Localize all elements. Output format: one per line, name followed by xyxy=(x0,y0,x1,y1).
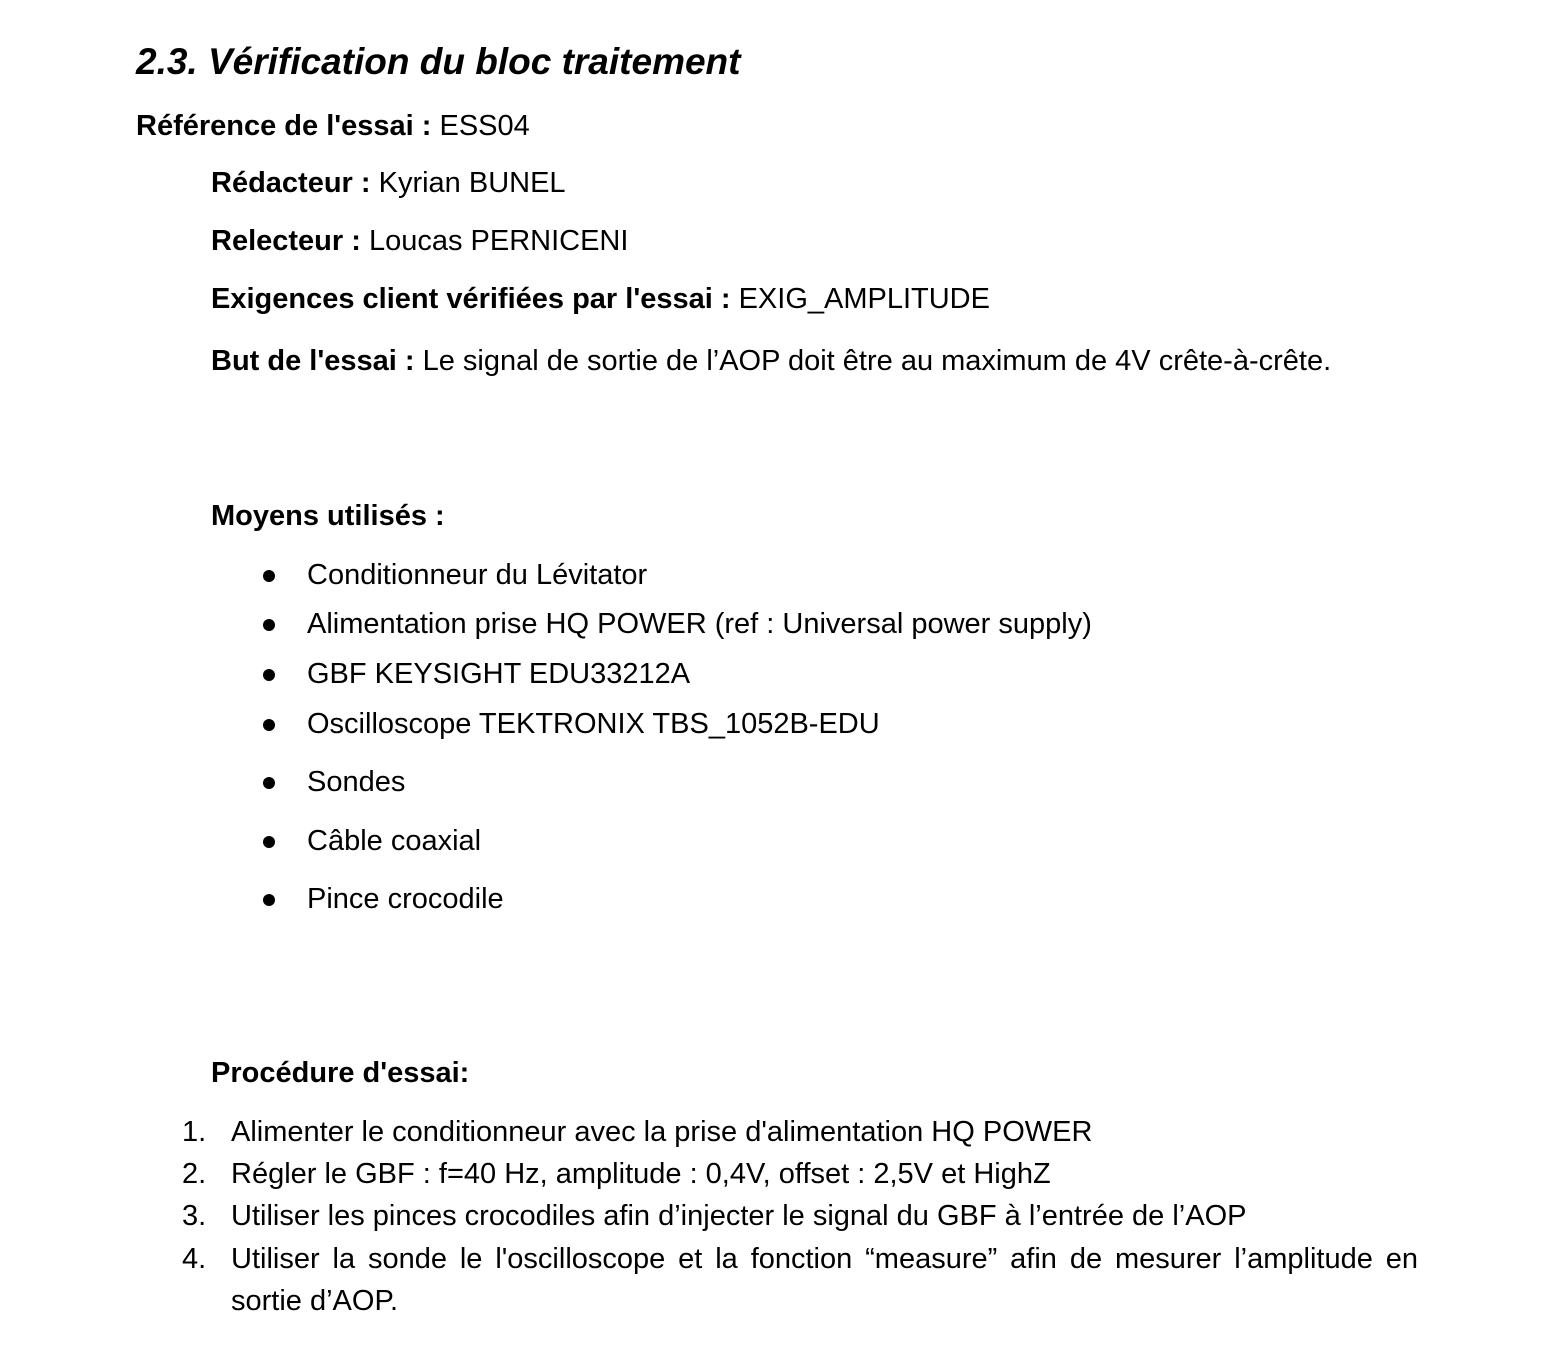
list-item-text: Sondes xyxy=(307,766,406,798)
reference-field xyxy=(136,108,530,144)
list-item-text: Conditionneur du Lévitator xyxy=(307,559,648,591)
list-item-text: Alimentation prise HQ POWER (ref : Universal power supply) xyxy=(307,608,1092,640)
step-number: 3. xyxy=(182,1200,207,1232)
step-text: Régler le GBF : f=40 Hz, amplitude : 0,4V, offset : 2,5V et HighZ xyxy=(231,1158,1051,1190)
redacteur-value: Kyrian BUNEL xyxy=(370,167,566,199)
bullet-icon xyxy=(263,669,275,681)
redacteur-field xyxy=(211,165,566,201)
step-number: 1. xyxy=(182,1116,207,1148)
step-text: Utiliser la sonde le l'oscilloscope et la fonction “measure” afin de mesurer l’amplitude en sortie d’AOP. xyxy=(231,1243,1418,1317)
step-text: Utiliser les pinces crocodiles afin d’injecter le signal du GBF à l’entrée de l’AOP xyxy=(231,1200,1247,1232)
bullet-icon xyxy=(263,719,275,731)
bullet-icon xyxy=(263,619,275,631)
but-value: Le signal de sortie de l’AOP doit être au maximum de 4V crête-à-crête. xyxy=(414,345,1332,377)
reference-label: Référence de l'essai : xyxy=(136,110,432,142)
relecteur-label: Relecteur : xyxy=(211,225,361,257)
but-field xyxy=(211,340,1418,382)
bullet-icon xyxy=(263,836,275,848)
relecteur-field xyxy=(211,223,628,259)
relecteur-value: Loucas PERNICENI xyxy=(360,225,629,257)
list-item-text: Pince crocodile xyxy=(307,883,504,915)
list-item-text: Oscilloscope TEKTRONIX TBS_1052B-EDU xyxy=(307,708,880,740)
but-label: But de l'essai : xyxy=(211,345,415,377)
list-item-text: GBF KEYSIGHT EDU33212A xyxy=(307,658,691,690)
step-number: 4. xyxy=(182,1243,207,1275)
section-heading: 2.3. Vérification du bloc traitement xyxy=(136,41,741,82)
bullet-icon xyxy=(263,570,275,582)
bullet-icon xyxy=(263,894,275,906)
list-item-text: Câble coaxial xyxy=(307,825,482,857)
exigences-field xyxy=(211,281,990,317)
redacteur-label: Rédacteur : xyxy=(211,167,371,199)
procedure-title xyxy=(211,1055,469,1091)
exigences-value: EXIG_AMPLITUDE xyxy=(730,283,990,315)
moyens-title xyxy=(211,498,445,534)
exigences-label: Exigences client vérifiées par l'essai : xyxy=(211,283,731,315)
step-text: Alimenter le conditionneur avec la prise d'alimentation HQ POWER xyxy=(231,1116,1093,1148)
bullet-icon xyxy=(263,777,275,789)
reference-value: ESS04 xyxy=(431,110,530,142)
step-number: 2. xyxy=(182,1158,207,1190)
moyens-title-text: Moyens utilisés : xyxy=(211,500,445,532)
procedure-title-text: Procédure d'essai: xyxy=(211,1057,470,1089)
